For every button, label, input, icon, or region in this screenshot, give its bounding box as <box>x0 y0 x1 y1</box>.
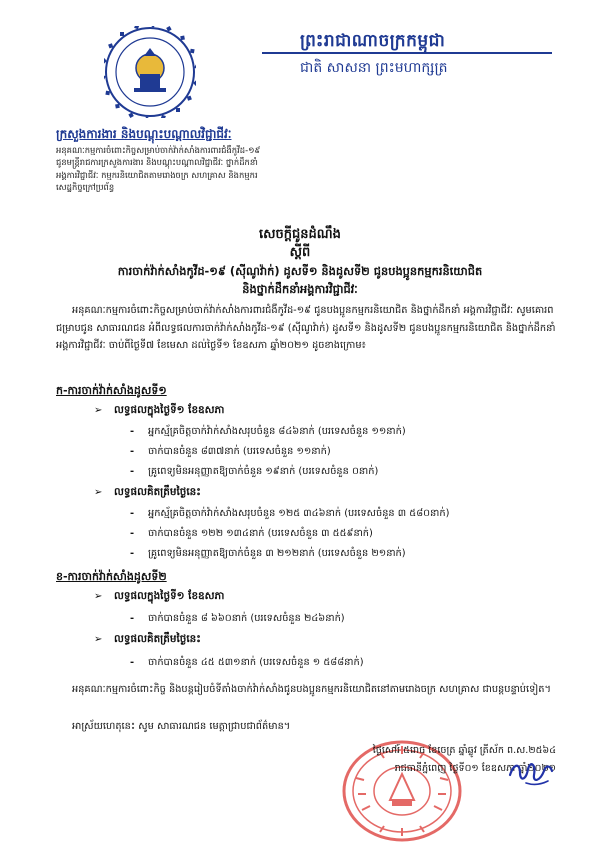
ministry-line: អនុគណៈកម្មការចំពោះកិច្ចសម្រាប់ចាក់វ៉ាក់សាំងការពារជំងឺកូវីដ-១៩ <box>56 145 261 155</box>
section-a-today-heading <box>94 404 224 419</box>
list-item-text: អ្នកស្ម័គ្រចិត្តចាក់វ៉ាក់សាំងសរុបចំនួន ៨៤៦នាក់ (បរទេសចំនួន ១១នាក់) <box>148 426 406 437</box>
ministry-line: ជូនមន្ត្រីរាជការក្រសួងការងារ និងបណ្ដុះបណ្ដាលវិជ្ជាជីវៈ ថ្នាក់ដឹកនាំ <box>56 157 258 168</box>
ministry-line: អង្គការវិជ្ជាជីវៈ កម្មករនិយោជិតតាមរោងចក្រ សហគ្រាស និងកម្មករ <box>56 169 258 180</box>
notice-subject-label: ស្ដីពី <box>289 245 311 260</box>
list-item-text: ចាក់បានចំនួន ៨៣៧នាក់ (បរទេសចំនួន ១១នាក់) <box>148 446 331 457</box>
ministry-name: ក្រសួងការងារ និងបណ្ដុះបណ្ដាលវិជ្ជាជីវៈ <box>56 127 232 141</box>
list-item: - គ្រូពេទ្យមិនអនុញ្ញាតឱ្យចាក់ចំនួន ១៩នាក់ (បរទេសចំនួន ០នាក់) <box>130 466 379 477</box>
list-item: - គ្រូពេទ្យមិនអនុញ្ញាតឱ្យចាក់ចំនួន ៣ ២១២នាក់ (បរទេសចំនួន ២១នាក់) <box>130 548 406 559</box>
list-item: - ចាក់បានចំនួន ៨ ៦៦០នាក់ (បរទេសចំនួន ២៤៦នាក់) <box>130 613 345 624</box>
ministry-line: សេដ្ឋកិច្ចក្រៅប្រព័ន្ធ <box>56 182 115 193</box>
list-item-text: ចាក់បានចំនួន ៨ ៦៦០នាក់ (បរទេសចំនួន ២៤៦នាក់) <box>148 613 345 624</box>
list-item-text: អ្នកស្ម័គ្រចិត្តចាក់វ៉ាក់សាំងសរុបចំនួន ១២៥ ៣៤៦នាក់ (បរទេសចំនួន ៣ ៥៨០នាក់) <box>148 508 450 519</box>
subheading-label: លទ្ធផលក្នុងថ្ងៃទី១ ខែឧសភា <box>114 590 225 602</box>
section-b-today-heading <box>94 590 224 605</box>
list-item-text: គ្រូពេទ្យមិនអនុញ្ញាតឱ្យចាក់ចំនួន ៣ ២១២នាក់ (បរទេសចំនួន ២១នាក់) <box>148 548 406 559</box>
list-item-text: ចាក់បានចំនួន ៤៥ ៥៣១នាក់ (បរទេសចំនួន ១ ៥៨៨នាក់) <box>148 657 364 668</box>
solar-date: រាជធានីភ្នំពេញ ថ្ងៃទី០១ ខែឧសភា ឆ្នាំ២០២១ <box>394 763 556 774</box>
ministry-subtitle <box>56 144 306 194</box>
arrow-bullet-icon: ➢ <box>94 634 103 645</box>
notice-subject: ការចាក់វ៉ាក់សាំងកូវីដ-១៩ (ស៊ីណូវ៉ាក់) ដូសទី១ និងដូសទី២ ជូនបងប្អូនកម្មករនិយោជិត <box>117 264 483 278</box>
signature-icon <box>506 755 556 789</box>
list-item-text: ចាក់បានចំនួន ១២២ ១៣៤នាក់ (បរទេសចំនួន ៣ ៥៥៩នាក់) <box>148 528 373 539</box>
arrow-bullet-icon: ➢ <box>94 405 103 416</box>
lunar-date: ថ្ងៃសៅរ៍ ៥រោច ខែចេត្រ ឆ្នាំឆ្លូវ ត្រីស័ក ព.ស.២៥៦៤ <box>372 745 556 756</box>
header-divider <box>262 52 552 54</box>
arrow-bullet-icon: ➢ <box>94 487 103 498</box>
list-item: - អ្នកស្ម័គ្រចិត្តចាក់វ៉ាក់សាំងសរុបចំនួន ៨៤៦នាក់ (បរទេសចំនួន ១១នាក់) <box>130 426 406 437</box>
subheading-label: លទ្ធផលគិតត្រឹមថ្ងៃនេះ <box>114 633 201 645</box>
closing-line: សហគ្រាស ជាបន្តបន្ទាប់ទៀត។ <box>439 684 551 695</box>
list-item: - ចាក់បានចំនួន ៤៥ ៥៣១នាក់ (បរទេសចំនួន ១ ៥៨៨នាក់) <box>130 657 364 668</box>
national-motto: ជាតិ សាសនា ព្រះមហាក្សត្រ <box>300 60 448 76</box>
intro-line: ជូនបងប្អូនកម្មករនិយោជិត និងថ្នាក់ដឹកនាំអង្គការវិជ្ជាជីវៈ ចាប់ពីថ្ងៃទី៧ ខែមេសា ដល់ថ្ងៃទី១ ខែឧសភា ឆ្នាំ២០២១ <box>56 322 556 352</box>
section-b-heading: ខ-ការចាក់វ៉ាក់សាំងដូសទី២ <box>56 570 167 583</box>
subheading-label: លទ្ធផលគិតត្រឹមថ្ងៃនេះ <box>114 486 201 498</box>
section-a-heading: ក-ការចាក់វ៉ាក់សាំងដូសទី១ <box>56 384 167 397</box>
ministry-emblem-icon <box>104 26 196 118</box>
list-item-text: គ្រូពេទ្យមិនអនុញ្ញាតឱ្យចាក់ចំនួន ១៩នាក់ (បរទេសចំនួន ០នាក់) <box>148 466 379 477</box>
regards-line: អាស្រ័យហេតុនេះ សូម សាធារណជន មេត្តាជ្រាបជាព័ត៌មាន។ <box>72 721 291 732</box>
intro-line: អង្គការវិជ្ជាជីវៈ សូមគោរពជម្រាបជូន សាធារណជន អំពីលទ្ធផលការចាក់វ៉ាក់សាំងកូវីដ-១៩ (ស៊ីណូវ៉ាក់) ដូសទី១ និងដូសទី២ <box>56 305 554 334</box>
section-b-total-heading <box>94 633 201 648</box>
notice-title: សេចក្ដីជូនដំណឹង <box>259 227 341 242</box>
list-item: - ចាក់បានចំនួន ៨៣៧នាក់ (បរទេសចំនួន ១១នាក់) <box>130 446 331 457</box>
notice-subject-continued: និងថ្នាក់ដឹកនាំអង្គការវិជ្ជាជីវៈ <box>242 282 358 296</box>
closing-paragraph <box>56 681 556 699</box>
closing-line: អនុគណៈកម្មការចំពោះកិច្ច និងបន្តរៀបចំទីតាំងចាក់វ៉ាក់សាំងជូនបងប្អូនកម្មករនិយោជិតនៅតាមរោងចក្រ <box>72 684 437 695</box>
section-a-total-heading <box>94 486 201 501</box>
list-item: - អ្នកស្ម័គ្រចិត្តចាក់វ៉ាក់សាំងសរុបចំនួន ១២៥ ៣៤៦នាក់ (បរទេសចំនួន ៣ ៥៨០នាក់) <box>130 508 450 519</box>
list-item: - ចាក់បានចំនួន ១២២ ១៣៤នាក់ (បរទេសចំនួន ៣ ៥៥៩នាក់) <box>130 528 373 539</box>
intro-line: ដូចខាងក្រោម៖ <box>312 340 366 352</box>
intro-paragraph <box>56 302 556 355</box>
kingdom-title: ព្រះរាជាណាចក្រកម្ពុជា <box>300 31 446 51</box>
intro-line: អនុគណៈកម្មការចំពោះកិច្ចសម្រាប់ចាក់វ៉ាក់សាំងការពារជំងឺកូវីដ-១៩ ជូនបងប្អូនកម្មករនិយោជិត និងថ្នាក់ដឹកនាំ <box>72 305 461 316</box>
subheading-label: លទ្ធផលក្នុងថ្ងៃទី១ ខែឧសភា <box>114 404 225 416</box>
arrow-bullet-icon: ➢ <box>94 591 103 602</box>
